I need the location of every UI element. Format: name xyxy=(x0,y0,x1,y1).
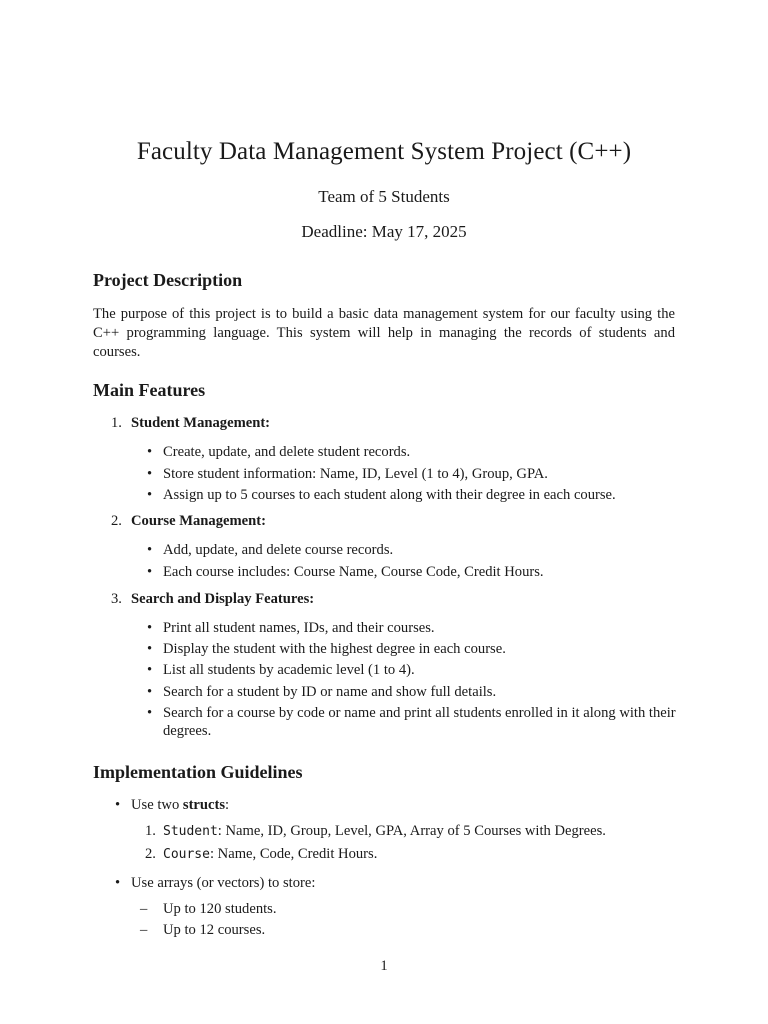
list-item: • Create, update, and delete student records. xyxy=(163,443,683,461)
impl-bullet-structs: • Use two structs: xyxy=(131,796,651,814)
deadline: Deadline: May 17, 2025 xyxy=(301,222,467,241)
struct-item-course: 2. Course: Name, Code, Credit Hours. xyxy=(145,846,378,862)
section-heading-main-features: Main Features xyxy=(93,380,206,400)
list-item: • List all students by academic level (1 to 4). xyxy=(163,661,683,679)
list-item: • Search for a course by code or name and print all students enrolled in it along with their degrees. xyxy=(163,704,683,740)
team-info: Team of 5 Students xyxy=(318,187,450,206)
list-item: • Add, update, and delete course records. xyxy=(163,541,683,559)
section-heading-project-description: Project Description xyxy=(93,270,243,290)
feature-item-search-display: 3. Search and Display Features: xyxy=(111,591,315,607)
list-item: – Up to 12 courses. xyxy=(163,922,265,939)
list-item: • Each course includes: Course Name, Course Code, Credit Hours. xyxy=(163,563,683,581)
list-item: • Print all student names, IDs, and their courses. xyxy=(163,619,683,637)
list-item: • Display the student with the highest degree in each course. xyxy=(163,640,683,658)
list-item: • Search for a student by ID or name and show full details. xyxy=(163,683,683,701)
project-description-text: The purpose of this project is to build a basic data management system for our faculty using the C++ programming language. This system will help in managing the records of students and courses. xyxy=(93,306,675,360)
feature-item-course-management: 2. Course Management: xyxy=(111,513,266,529)
section-heading-implementation: Implementation Guidelines xyxy=(93,762,303,782)
page-number: 1 xyxy=(380,958,388,974)
list-item: – Up to 120 students. xyxy=(163,901,277,918)
document-title: Faculty Data Management System Project (C++) xyxy=(136,138,632,165)
list-item: • Assign up to 5 courses to each student along with their degree in each course. xyxy=(163,486,683,504)
list-item: • Store student information: Name, ID, Level (1 to 4), Group, GPA. xyxy=(163,465,683,483)
feature-item-student-management: 1. Student Management: xyxy=(111,415,271,431)
impl-bullet-arrays: • Use arrays (or vectors) to store: xyxy=(131,874,651,892)
struct-item-student: 1. Student: Name, ID, Group, Level, GPA, Array of 5 Courses with Degrees. xyxy=(145,823,606,839)
